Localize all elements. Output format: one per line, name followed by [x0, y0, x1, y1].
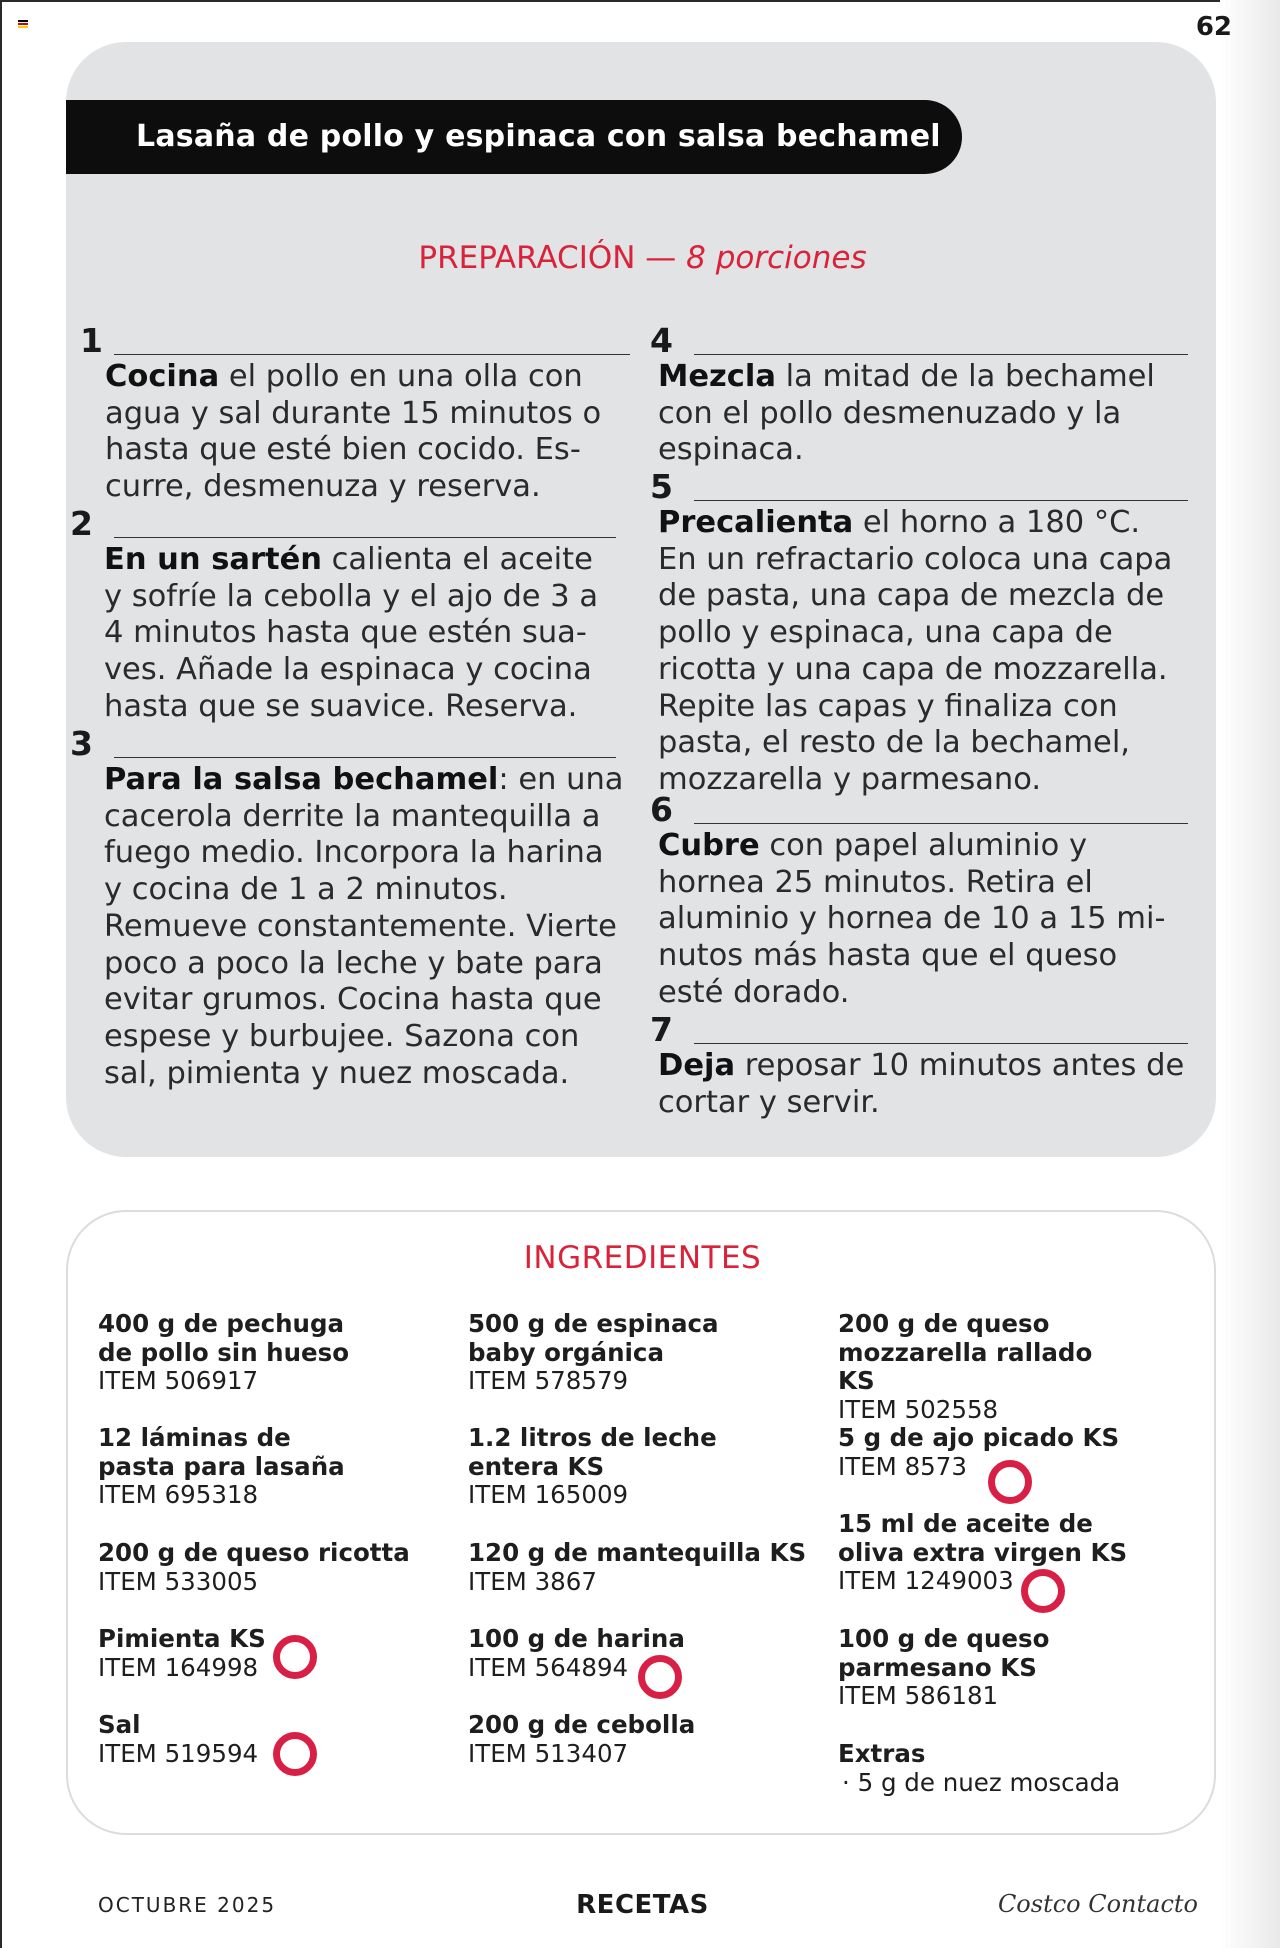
ingredient-code: ITEM 164998	[98, 1652, 259, 1682]
step-body: la mitad de la bechamel con el pollo desmenuzado y la espinaca.	[658, 359, 1155, 468]
step-divider	[114, 757, 616, 758]
footer-brand: Costco Contacto	[997, 1890, 1198, 1918]
step-text	[658, 359, 1188, 469]
step-divider	[114, 537, 616, 538]
step-divider	[694, 1043, 1188, 1044]
ingredients-heading: INGREDIENTES	[523, 1240, 762, 1276]
ingredient-name: 100 g de queso parmesano KS	[838, 1624, 1050, 1682]
circle-mark-icon	[988, 1460, 1032, 1504]
ingredient-name: 15 ml de aceite de oliva extra virgen KS	[838, 1509, 1128, 1567]
step-5	[650, 469, 1188, 799]
ingredient-item	[468, 1711, 828, 1768]
flag-stripe	[18, 23, 28, 25]
ingredient-item	[468, 1310, 738, 1396]
ingredient-item	[838, 1510, 1128, 1596]
step-4	[650, 323, 1188, 469]
extras-label: Extras	[838, 1739, 926, 1768]
ingredient-code: ITEM 3867	[468, 1566, 597, 1596]
step-divider	[694, 500, 1188, 501]
ingredient-code: ITEM 506917	[98, 1366, 259, 1395]
ingredient-name: 12 láminas de pasta para lasaña	[98, 1423, 345, 1481]
step-divider	[694, 823, 1188, 824]
circle-mark-icon	[1021, 1569, 1065, 1613]
circle-mark-icon	[273, 1635, 317, 1679]
ingredient-code: ITEM 1249003	[838, 1566, 1014, 1595]
step-body: reposar 10 minutos antes de cortar y servir.	[658, 1048, 1185, 1120]
ingredient-code: ITEM 519594	[98, 1738, 259, 1768]
ingredient-name: 1.2 litros de leche entera KS	[468, 1423, 717, 1481]
step-verb: Deja	[658, 1048, 736, 1083]
ingredient-item	[98, 1539, 458, 1596]
step-verb: Para la salsa bechamel	[104, 762, 499, 797]
page-edge-shadow	[1220, 0, 1280, 1948]
flag-stripe	[18, 20, 28, 22]
ingredient-item	[838, 1625, 1088, 1711]
step-number: 7	[650, 1010, 673, 1049]
ingredient-name: 100 g de harina	[468, 1624, 685, 1653]
step-body: calienta el aceite y sofríe la cebolla y el ajo de 3 a 4 minutos hasta que estén suaves. Añade la espinaca y cocina hasta que se suavice. Reserva.	[104, 542, 599, 724]
step-verb: Cubre	[658, 828, 760, 863]
ingredient-code: ITEM 165009	[468, 1480, 629, 1509]
step-3	[70, 726, 630, 1092]
step-text	[658, 828, 1188, 1012]
ingredient-item	[468, 1424, 738, 1510]
circle-mark-icon	[273, 1732, 317, 1776]
footer-section: RECETAS	[576, 1890, 709, 1920]
step-number: 6	[650, 790, 673, 829]
ingredient-item	[98, 1310, 358, 1396]
extras	[838, 1740, 1198, 1797]
ingredient-name: 120 g de mantequilla KS	[468, 1538, 807, 1567]
ingredient-item	[838, 1310, 1128, 1424]
circle-mark-icon	[638, 1655, 682, 1699]
step-text	[104, 542, 616, 726]
step-text	[104, 762, 630, 1092]
ingredient-code: ITEM 564894	[468, 1652, 629, 1682]
step-body: el horno a 180 °C. En un refractario coloca una capa de pasta, una capa de mezcla de pollo y espinaca, una capa de ricotta y una capa de mozzarella. Repite las capas y finaliza con pasta, el resto de la bechamel, mozzarella y parmesano.	[658, 505, 1173, 797]
ingredient-name: Sal	[98, 1710, 141, 1739]
preparation-label: PREPARACIÓN —	[418, 240, 687, 276]
footer-month: OCTUBRE 2025	[98, 1893, 277, 1917]
flag-stripe	[18, 26, 28, 28]
ingredient-name: 5 g de ajo picado KS	[838, 1423, 1120, 1452]
step-body: el pollo en una olla con agua y sal durante 15 minutos o hasta que esté bien cocido. Escurre, desmenuza y reserva.	[105, 359, 602, 505]
ingredient-code: ITEM 695318	[98, 1480, 259, 1509]
extras-item: · 5 g de nuez moscada	[842, 1767, 1121, 1797]
ingredient-item	[468, 1539, 828, 1596]
step-divider	[694, 354, 1188, 355]
step-number: 5	[650, 467, 673, 506]
ingredient-name: 200 g de cebolla	[468, 1710, 696, 1739]
recipe-title: Lasaña de pollo y espinaca con salsa bechamel	[66, 100, 962, 174]
ingredient-name: 200 g de queso ricotta	[98, 1538, 410, 1567]
ingredient-name: Pimienta KS	[98, 1624, 266, 1653]
servings: 8 porciones	[686, 240, 867, 276]
step-1	[80, 323, 630, 506]
step-verb: Mezcla	[658, 359, 776, 394]
step-number: 4	[650, 321, 673, 360]
ingredient-item	[98, 1424, 358, 1510]
ingredient-code: ITEM 586181	[838, 1681, 999, 1710]
step-body: : en una cacerola derrite la mantequilla a fuego medio. Incorpora la harina y cocina de 1 a 2 minutos. Remueve constantemente. Vierte poco a poco la leche y bate para evitar grumos. Cocina hasta que espese y burbujee. Sazona con sal, pimienta y nuez moscada.	[104, 762, 624, 1091]
ingredient-code: ITEM 8573	[838, 1451, 967, 1481]
step-verb: Precalienta	[658, 505, 854, 540]
step-7	[650, 1012, 1188, 1121]
preparation-heading	[0, 240, 1280, 276]
step-body: con papel aluminio y hornea 25 minutos. Retira el aluminio y hornea de 10 a 15 minutos más hasta que el queso esté dorado.	[658, 828, 1166, 1010]
step-number: 3	[70, 724, 93, 763]
step-divider	[114, 354, 630, 355]
step-text	[658, 1048, 1188, 1121]
ingredient-name: 500 g de espinaca baby orgánica	[468, 1309, 719, 1367]
ingredient-code: ITEM 578579	[468, 1366, 629, 1395]
ingredient-name: 400 g de pechuga de pollo sin hueso	[98, 1309, 350, 1367]
step-verb: En un sartén	[104, 542, 322, 577]
step-verb: Cocina	[105, 359, 220, 394]
step-text	[658, 505, 1188, 799]
flag-icon	[18, 20, 28, 28]
step-text	[105, 359, 630, 506]
page-number: 62	[1195, 12, 1232, 42]
ingredient-code: ITEM 502558	[838, 1394, 999, 1424]
ingredient-code: ITEM 513407	[468, 1738, 629, 1768]
ingredient-code: ITEM 533005	[98, 1566, 259, 1596]
ingredient-name: 200 g de queso mozzarella rallado KS	[838, 1309, 1093, 1395]
step-number: 1	[80, 321, 103, 360]
step-2	[70, 506, 616, 726]
step-6	[650, 792, 1188, 1012]
step-number: 2	[70, 504, 93, 543]
